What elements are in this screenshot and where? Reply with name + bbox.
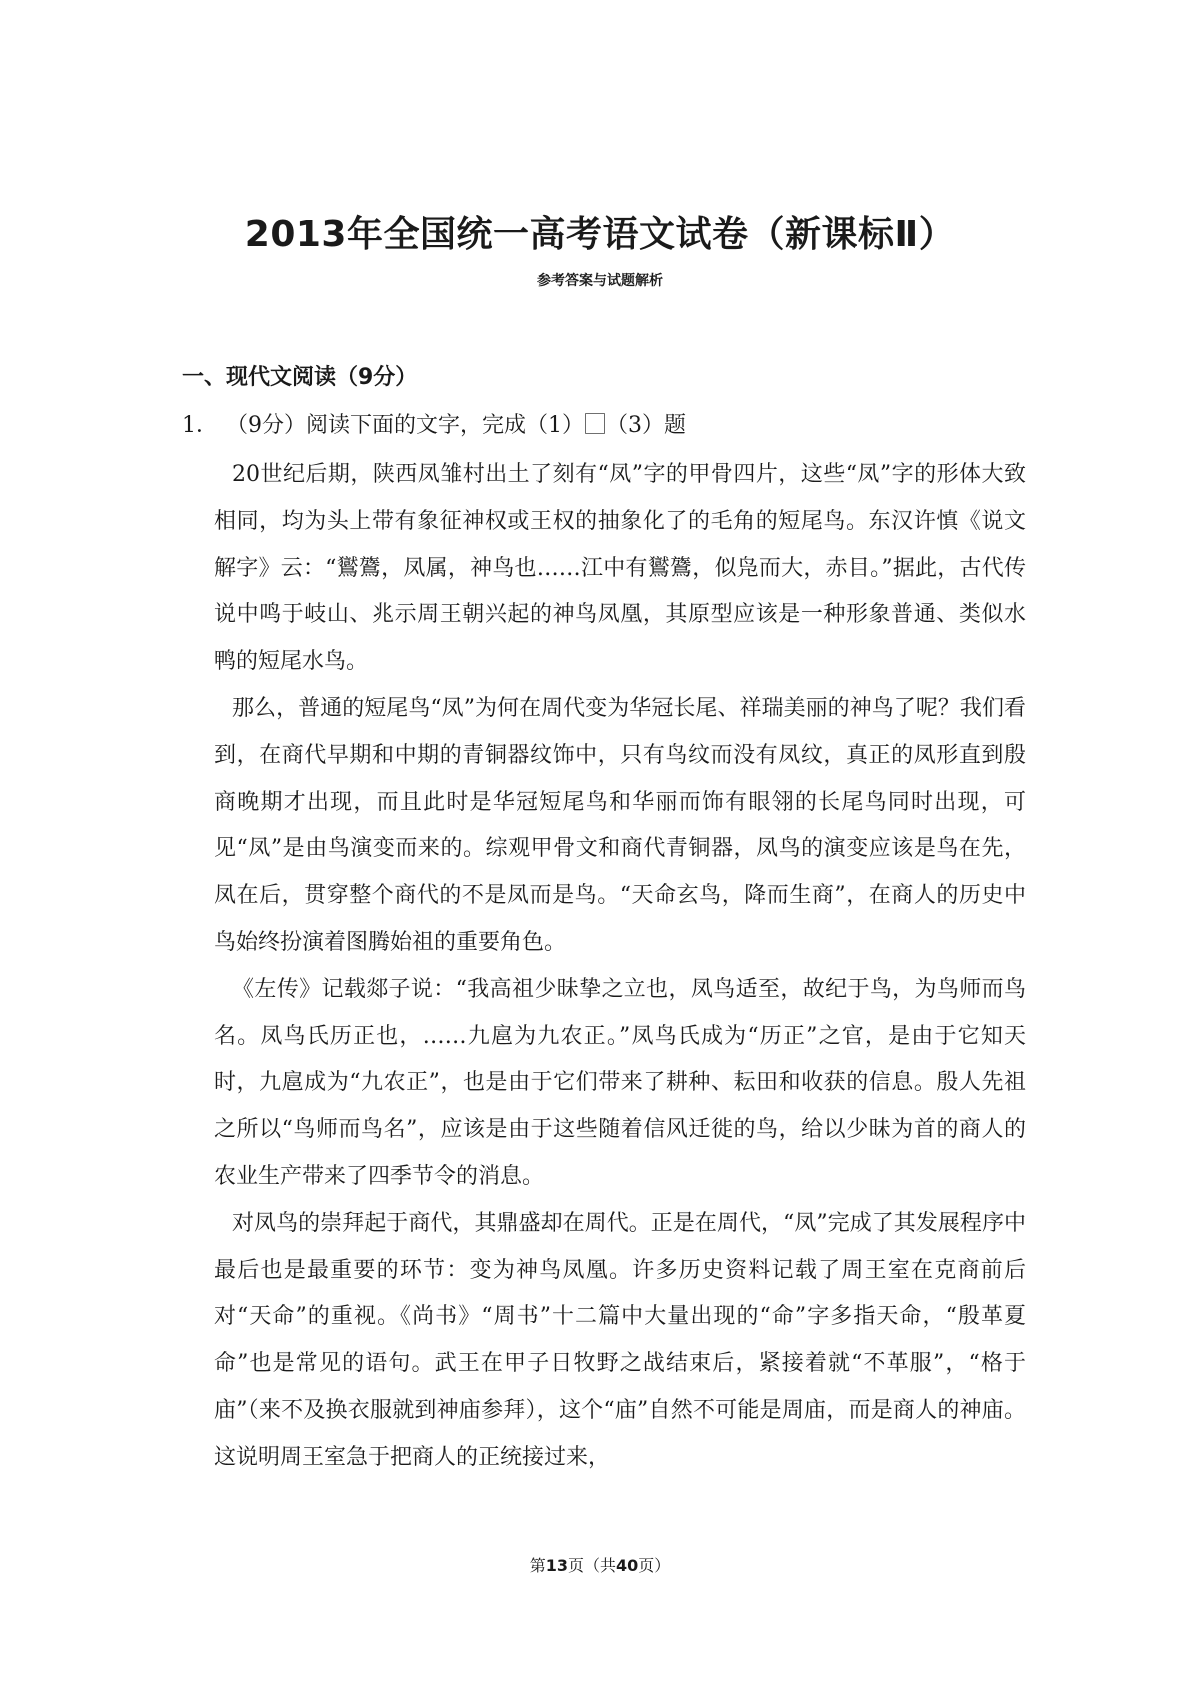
question-1 — [182, 408, 686, 439]
footer-current-page: 13 — [545, 1556, 568, 1575]
exam-subtitle: 参考答案与试题解析 — [537, 273, 663, 289]
passage-paragraph-3: 《左传》记载郯子说：“我高祖少昧挚之立也，凤鸟适至，故纪于鸟，为鸟师而鸟名。凤鸟氏历正也，……九扈为九农正。”凤鸟氏成为“历正”之官，是由于它知天时，九扈成为“九农正”，也是由于它们带来了耕种、耘田和收获的信息。殷人先祖之所以“鸟师而鸟名”，应该是由于这些随着信风迁徙的鸟，给以少昧为首的商人的农业生产带来了四季节令的消息。 — [214, 976, 1026, 1189]
footer-middle: 页（共 — [567, 1556, 616, 1575]
footer-suffix: 页） — [638, 1556, 671, 1575]
section-heading: 一、现代文阅读（9分） — [182, 365, 418, 390]
page-footer — [0, 1553, 1200, 1576]
question-prompt: （9分）阅读下面的文字，完成（1）⃞（3）题 — [226, 413, 686, 438]
footer-total-pages: 40 — [616, 1556, 639, 1575]
passage-paragraph-2: 那么，普通的短尾鸟“凤”为何在周代变为华冠长尾、祥瑞美丽的神鸟了呢？我们看到，在商代早期和中期的青铜器纹饰中，只有鸟纹而没有凤纹，真正的凤形直到殷商晚期才出现，而且此时是华冠短尾鸟和华丽而饰有眼翎的长尾鸟同时出现，可见“凤”是由鸟演变而来的。综观甲骨文和商代青铜器，凤鸟的演变应该是鸟在先，凤在后，贯穿整个商代的不是凤而是鸟。“天命玄鸟，降而生商”，在商人的历史中鸟始终扮演着图腾始祖的重要角色。 — [214, 695, 1026, 955]
reading-passage — [214, 452, 1026, 1482]
passage-paragraph-1: 20世纪后期，陕西凤雏村出土了刻有“凤”字的甲骨四片，这些“凤”字的形体大致相同，均为头上带有象征神权或王权的抽象化了的毛角的短尾鸟。东汉许慎《说文解字》云：“鸑鷟，凤属，神鸟也……江中有鸑鷟，似凫而大，赤目。”据此，古代传说中鸣于岐山、兆示周王朝兴起的神鸟凤凰，其原型应该是一种形象普通、类似水鸭的短尾水鸟。 — [214, 462, 1026, 675]
question-number: 1． — [182, 413, 218, 438]
exam-title: 2013年全国统一高考语文试卷（新课标Ⅱ） — [244, 214, 956, 255]
passage-paragraph-4: 对凤鸟的崇拜起于商代，其鼎盛却在周代。正是在周代，“凤”完成了其发展程序中最后也是最重要的环节：变为神鸟凤凰。许多历史资料记载了周王室在克商前后对“天命”的重视。《尚书》“周书”十二篇中大量出现的“命”字多指天命，“殷革夏命”也是常见的语句。武王在甲子日牧野之战结束后，紧接着就“不革服”，“格于庙”（来不及换衣服就到神庙参拜），这个“庙”自然不可能是周庙，而是商人的神庙。这说明周王室急于把商人的正统接过来， — [214, 1210, 1026, 1470]
footer-prefix: 第 — [529, 1556, 546, 1575]
